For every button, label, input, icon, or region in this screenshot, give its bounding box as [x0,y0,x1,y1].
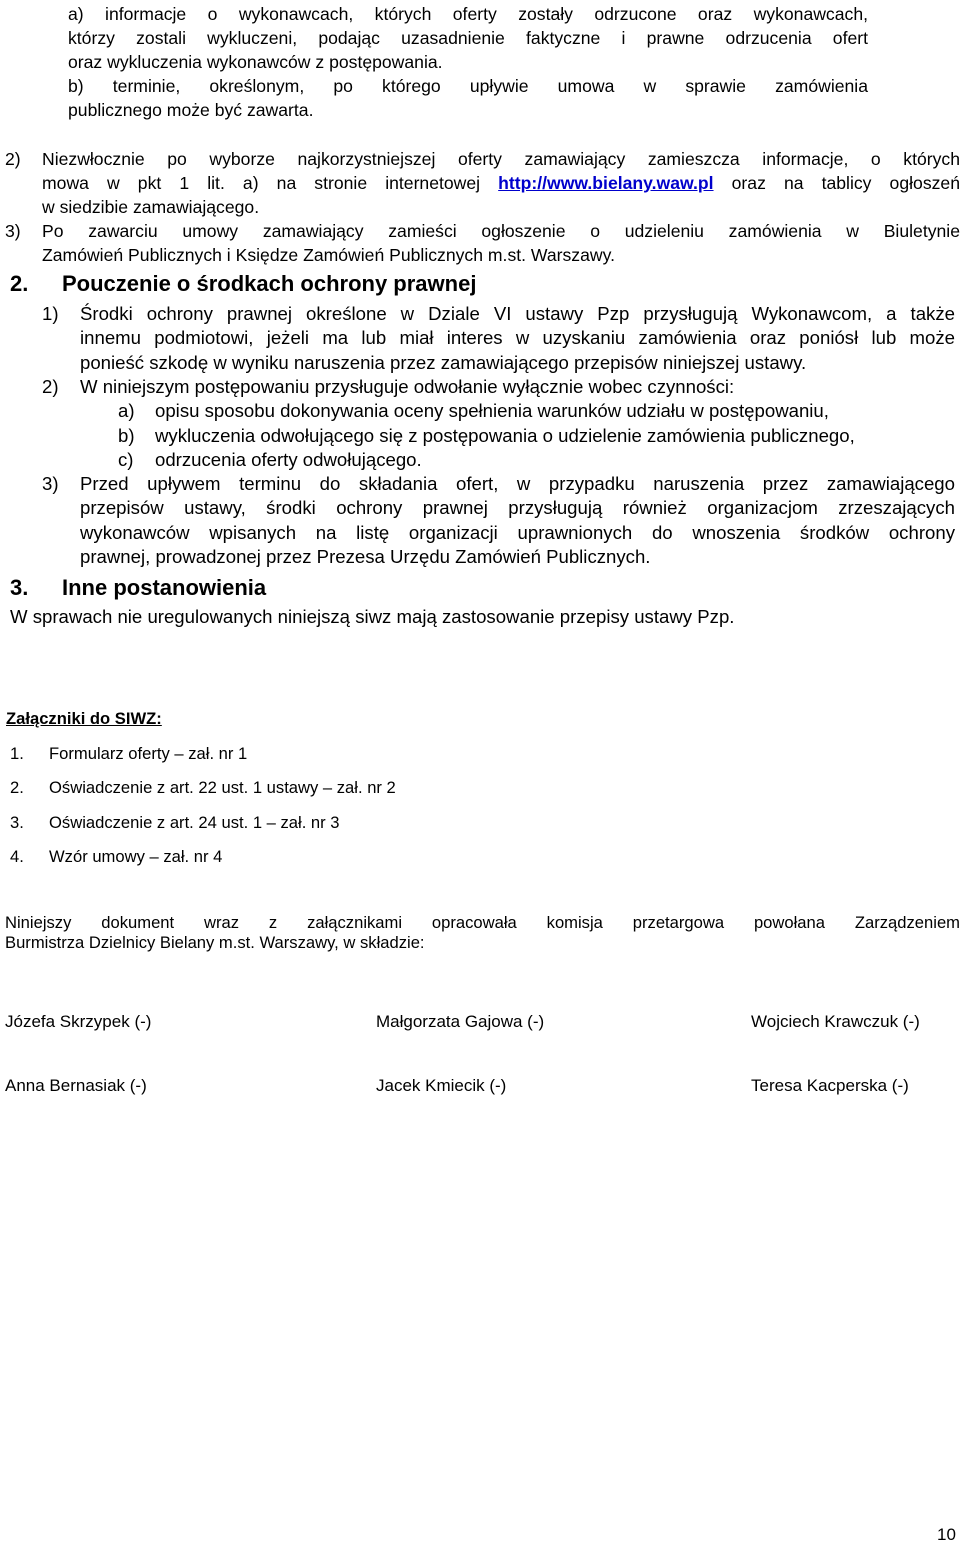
sub-item-c-text: odrzucenia oferty odwołującego. [155,449,422,470]
attachment-item-1: Formularz oferty – zał. nr 1 [49,744,248,763]
attachment-item-2-number: 2. [10,778,24,797]
section-2-item1-number: 1) [42,303,59,324]
closing-line2: Burmistrza Dzielnicy Bielany m.st. Warszawy, w składzie: [5,933,425,952]
section-2-item2-number: 2) [42,376,59,397]
paragraph-3-line1: Po zawarciu umowy zamawiający zamieści ogłoszenie o udzieleniu zamówienia w Biuletynie [42,221,960,241]
section-2-number: 2. [10,271,29,296]
attachment-item-1-number: 1. [10,744,24,763]
website-link[interactable]: http://www.bielany.waw.pl [498,173,714,193]
section-2-item1-text-end: ponieść szkodę w wyniku naruszenia przez zamawiającego przepisów niniejszej ustawy. [80,352,807,373]
section-2-item2-text: W niniejszym postępowaniu przysługuje odwołanie wyłącznie wobec czynności: [80,376,735,397]
section-2-item3-number: 3) [42,473,59,494]
attachment-item-3-number: 3. [10,813,24,832]
section-2-item3-text-end: prawnej, prowadzonej przez Prezesa Urzędu Zamówień Publicznych. [80,546,651,567]
sub-item-b-letter: b) [118,425,135,446]
section-3-text: W sprawach nie uregulowanych niniejszą siwz mają zastosowanie przepisy ustawy Pzp. [10,606,735,627]
paragraph-3-number: 3) [5,221,21,241]
sub-item-b-text: wykluczenia odwołującego się z postępowania o udzielenie zamówienia publicznego, [155,425,855,446]
item-b-text: b) terminie, określonym, po którego upływie umowa w sprawie zamówienia [68,76,868,96]
item-a-text-end: oraz wykluczenia wykonawców z postępowania. [68,52,443,72]
closing-line1: Niniejszy dokument wraz z załącznikami opracowała komisja przetargowa powołana Zarządzeniem [5,913,960,932]
section-3-number: 3. [10,575,29,600]
sub-item-a-text: opisu sposobu dokonywania oceny spełnienia warunków udziału w postępowaniu, [155,400,829,421]
attachment-item-2: Oświadczenie z art. 22 ust. 1 ustawy – zał. nr 2 [49,778,396,797]
signatory-3: Wojciech Krawczuk (-) [751,1012,920,1031]
sub-item-a-letter: a) [118,400,135,421]
signatory-1: Józefa Skrzypek (-) [5,1012,152,1031]
paragraph-2-line2: mowa w pkt 1 lit. a) na stronie internetowej http://www.bielany.waw.pl oraz na tablicy ogłoszeń [42,173,960,193]
section-2-item3-text: Przed upływem terminu do składania ofert, w przypadku naruszenia przez zamawiającego przepisów ustawy, środki ochrony prawnej przysługują również organizacjom zrzeszających wykonawców wpisanych na listę organizacji uprawnionych do wnoszenia środków ochrony [80,473,955,543]
item-a-text: a) informacje o wykonawcach, których oferty zostały odrzucone oraz wykonawcach, którzy zostali wykluczeni, podając uzasadnienie faktyczne i prawne odrzucenia ofert [68,4,868,48]
signatory-6: Teresa Kacperska (-) [751,1076,909,1095]
item-b-text-end: publicznego może być zawarta. [68,100,314,120]
section-2-item1-text: Środki ochrony prawnej określone w Dziale VI ustawy Pzp przysługują Wykonawcom, a także innemu podmiotowi, jeżeli ma lub miał interes w uzyskaniu zamówienia oraz poniósł lub może [80,303,955,349]
paragraph-2-line1: Niezwłocznie po wyborze najkorzystniejszej oferty zamawiający zamieszcza informacje, o których [42,149,960,169]
signatory-2: Małgorzata Gajowa (-) [376,1012,545,1031]
attachment-item-4-number: 4. [10,847,24,866]
page-number: 10 [937,1525,956,1544]
paragraph-2-number: 2) [5,149,21,169]
sub-item-c-letter: c) [118,449,134,470]
signatory-4: Anna Bernasiak (-) [5,1076,147,1095]
section-2-title: Pouczenie o środkach ochrony prawnej [62,271,477,296]
paragraph-3-line2: Zamówień Publicznych i Księdze Zamówień Publicznych m.st. Warszawy. [42,245,615,265]
attachments-heading: Załączniki do SIWZ: [6,709,162,728]
attachment-item-3: Oświadczenie z art. 24 ust. 1 – zał. nr 3 [49,813,340,832]
attachment-item-4: Wzór umowy – zał. nr 4 [49,847,223,866]
section-3-title: Inne postanowienia [62,575,267,600]
signatory-5: Jacek Kmiecik (-) [376,1076,507,1095]
paragraph-2-line3: w siedzibie zamawiającego. [42,197,260,217]
